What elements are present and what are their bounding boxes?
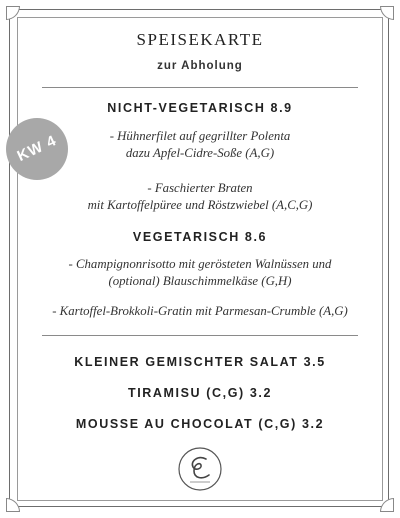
menu-item-line: (optional) Blauschimmelkäse (G,H) xyxy=(108,274,292,288)
divider-top xyxy=(42,87,358,88)
week-badge-label: KW 4 xyxy=(14,132,60,165)
section-heading-vegetarian: VEGETARISCH 8.6 xyxy=(132,230,268,244)
section-heading-non-vegetarian: NICHT-VEGETARISCH 8.9 xyxy=(107,101,293,115)
menu-item-line: mit Kartoffelpüree und Röstzwiebel (A,C,G) xyxy=(87,198,313,212)
extra-item-tiramisu: TIRAMISU (C,G) 3.2 xyxy=(127,386,273,400)
extra-item-mousse: MOUSSE AU CHOCOLAT (C,G) 3.2 xyxy=(75,417,325,431)
menu-item-line: - Champignonrisotto mit gerösteten Walnüssen und xyxy=(68,257,332,271)
menu-item-line: - Kartoffel-Brokkoli-Gratin mit Parmesan-Crumble (A,G) xyxy=(52,304,348,318)
divider-bottom xyxy=(42,335,358,336)
script-e-logo-icon xyxy=(176,445,224,493)
menu-item xyxy=(20,303,380,320)
extra-item-salad: KLEINER GEMISCHTER SALAT 3.5 xyxy=(74,355,326,369)
menu-item-line: - Faschierter Braten xyxy=(147,181,253,195)
menu-item-line: dazu Apfel-Cidre-Soße (A,G) xyxy=(125,146,275,160)
menu-title: SPEISEKARTE xyxy=(136,30,264,49)
menu-item xyxy=(20,180,380,214)
menu-item xyxy=(20,128,380,162)
menu-subtitle: zur Abholung xyxy=(157,60,243,72)
menu-item-line: - Hühnerfilet auf gegrillter Polenta xyxy=(109,129,291,143)
menu-item xyxy=(20,256,380,290)
